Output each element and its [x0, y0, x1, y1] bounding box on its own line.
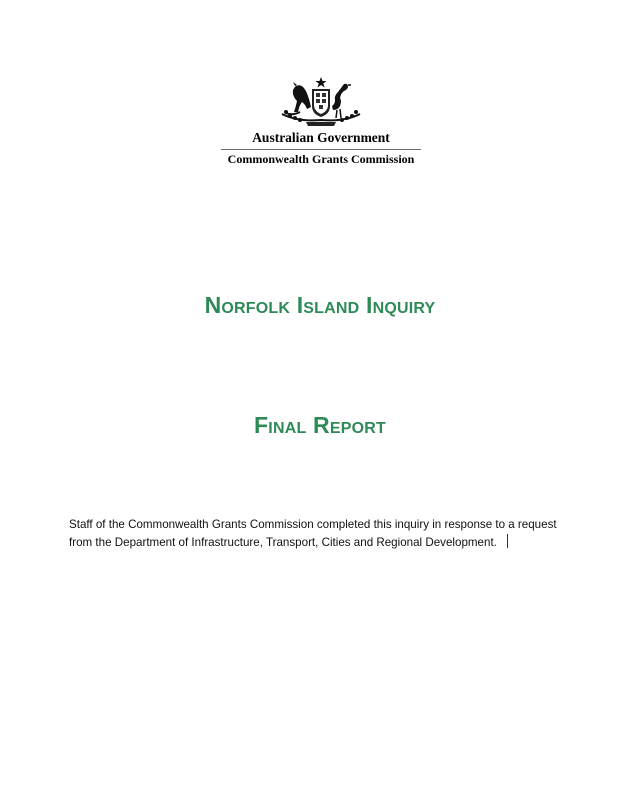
document-subtitle: Final Report	[254, 412, 386, 438]
organisation-name: Commonwealth Grants Commission	[227, 152, 415, 166]
document-title: Norfolk Island Inquiry	[204, 292, 436, 318]
government-name: Australian Government	[252, 130, 390, 145]
text-cursor	[507, 534, 508, 548]
coat-of-arms-logo	[278, 76, 364, 128]
branding-divider	[221, 149, 421, 150]
body-paragraph[interactable]	[69, 517, 569, 551]
body-text: Staff of the Commonwealth Grants Commission completed this inquiry in response to a request from the Department of Infrastructure, Transport, Cities and Regional Development.	[69, 518, 557, 549]
government-branding	[210, 130, 432, 166]
